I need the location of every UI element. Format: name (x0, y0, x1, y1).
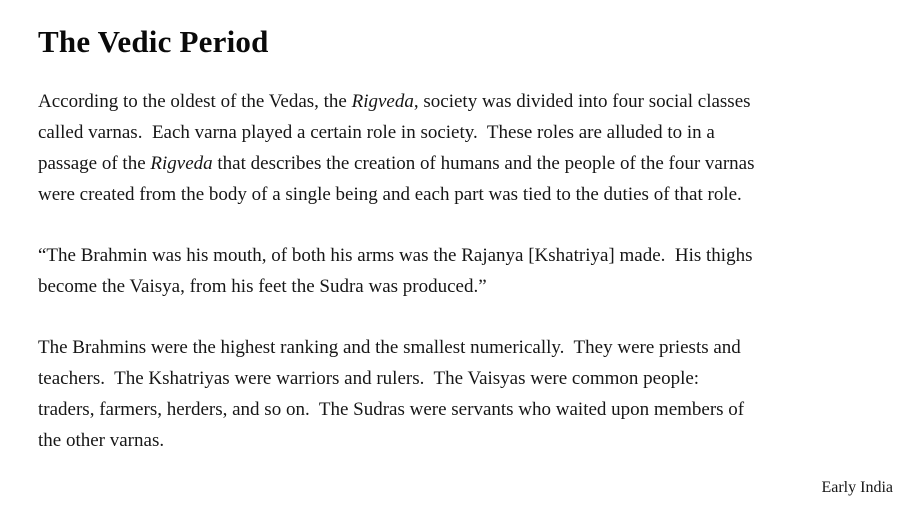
text-run: were created from the body of a single being and each part was tied to the duties of that role. (38, 184, 742, 205)
text-line (38, 117, 870, 148)
text-line (38, 240, 870, 271)
text-line (38, 179, 870, 210)
text-line (38, 86, 870, 117)
text-run: the other varnas. (38, 430, 165, 451)
page-title: The Vedic Period (38, 24, 269, 59)
text-run: called varnas. Each varna played a certain role in society. These roles are alluded to in a (38, 122, 715, 143)
paragraph-varna-roles (38, 332, 870, 456)
text-line (38, 271, 870, 302)
text-run: teachers. The Kshatriyas were warriors and rulers. The Vaisyas were common people: (38, 368, 700, 389)
slide-footer: Early India (821, 479, 893, 496)
book-title-italic: Rigveda (150, 153, 213, 174)
text-run: become the Vaisya, from his feet the Sudra was produced.” (38, 276, 487, 297)
book-title-italic: Rigveda (351, 91, 414, 112)
text-run: traders, farmers, herders, and so on. The Sudras were servants who waited upon members of (38, 399, 745, 420)
text-line (38, 148, 870, 179)
paragraph-quote (38, 240, 870, 302)
paragraph-intro (38, 86, 870, 210)
text-run: The Brahmins were the highest ranking and the smallest numerically. They were priests and (38, 337, 741, 358)
text-line (38, 425, 870, 456)
text-line (38, 394, 870, 425)
text-run: “The Brahmin was his mouth, of both his arms was the Rajanya [Kshatriya] made. His thighs (38, 245, 753, 266)
text-line (38, 332, 870, 363)
text-run: , society was divided into four social classes (413, 91, 751, 112)
text-run: According to the oldest of the Vedas, the (38, 91, 352, 112)
text-run: passage of the (38, 153, 151, 174)
text-run: that describes the creation of humans and the people of the four varnas (212, 153, 755, 174)
text-line (38, 363, 870, 394)
